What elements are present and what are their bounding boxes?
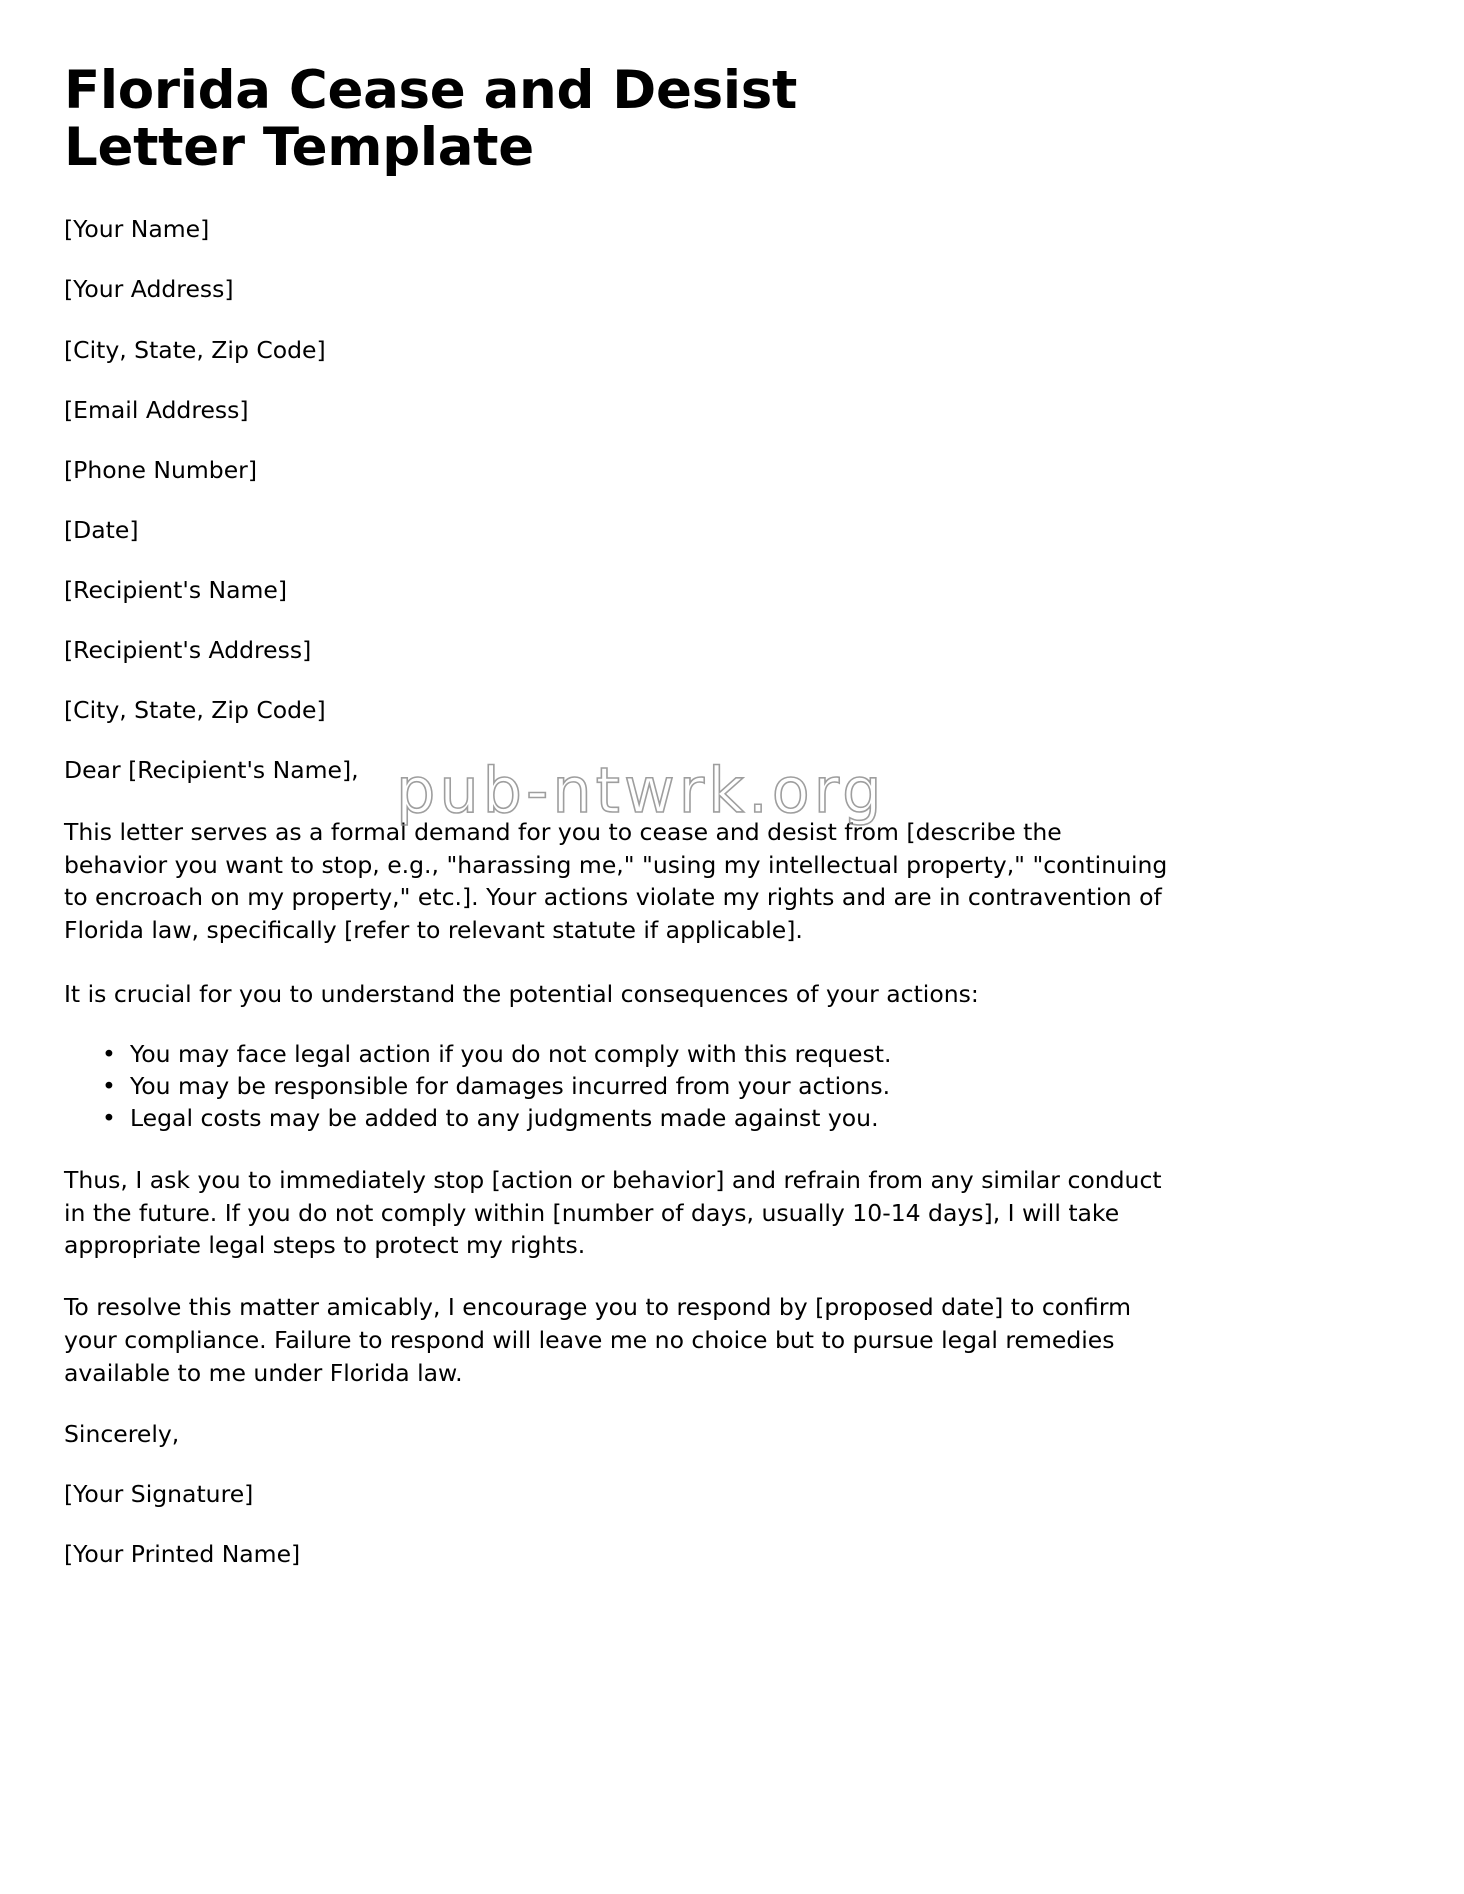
valediction: Sincerely, — [64, 1419, 180, 1448]
printed-name-field: [Your Printed Name] — [64, 1539, 301, 1568]
bullet-icon: • — [102, 1071, 116, 1100]
resolution-paragraph: To resolve this matter amicably, I encourage you to respond by [proposed date] to confirm your compliance. Failure to respond will leave me no choice but to pursue legal remedies available to me under Florida law. — [64, 1293, 1131, 1388]
recipient-name-field: [Recipient's Name] — [64, 575, 288, 604]
list-item — [102, 1103, 1218, 1134]
sender-city-state-zip-field: [City, State, Zip Code] — [64, 335, 326, 364]
sender-address-field: [Your Address] — [64, 275, 234, 304]
page-title: Florida Cease and Desist Letter Template — [64, 60, 798, 179]
sender-phone-field: [Phone Number] — [64, 455, 258, 484]
recipient-city-state-zip-field: [City, State, Zip Code] — [64, 695, 326, 724]
date-field: [Date] — [64, 515, 139, 544]
lead-paragraph: This letter serves as a formal demand for you to cease and desist from [describe the behavior you want to stop, e.g., "harassing me," "using my intellectual property," "continuing to encroach on my property," etc.]. Your actions violate my rights and are in contravention of Florida law, specifically [refer to relevant statute if applicable]. — [64, 817, 1168, 945]
sender-name-field: [Your Name] — [64, 215, 210, 244]
demand-paragraph: Thus, I ask you to immediately stop [action or behavior] and refrain from any similar conduct in the future. If you do not comply within [number of days, usually 10-14 days], I will take appropriate legal steps to protect my rights. — [64, 1165, 1162, 1260]
list-item-label: You may face legal action if you do not comply with this request. — [130, 1040, 892, 1069]
consequences-intro-paragraph: It is crucial for you to understand the potential consequences of your actions: — [64, 980, 979, 1009]
recipient-address-field: [Recipient's Address] — [64, 635, 312, 664]
list-item — [102, 1040, 1218, 1070]
bullet-icon: • — [102, 1040, 116, 1069]
sender-email-field: [Email Address] — [64, 395, 249, 424]
signature-field: [Your Signature] — [64, 1479, 254, 1508]
list-item — [102, 1071, 1218, 1102]
consequences-list — [64, 1040, 1218, 1134]
bullet-icon: • — [102, 1103, 116, 1132]
list-item-label: You may be responsible for damages incurred from your actions. — [130, 1071, 891, 1100]
list-item-label: Legal costs may be added to any judgments made against you. — [130, 1103, 879, 1132]
salutation: Dear [Recipient's Name], — [64, 755, 359, 784]
